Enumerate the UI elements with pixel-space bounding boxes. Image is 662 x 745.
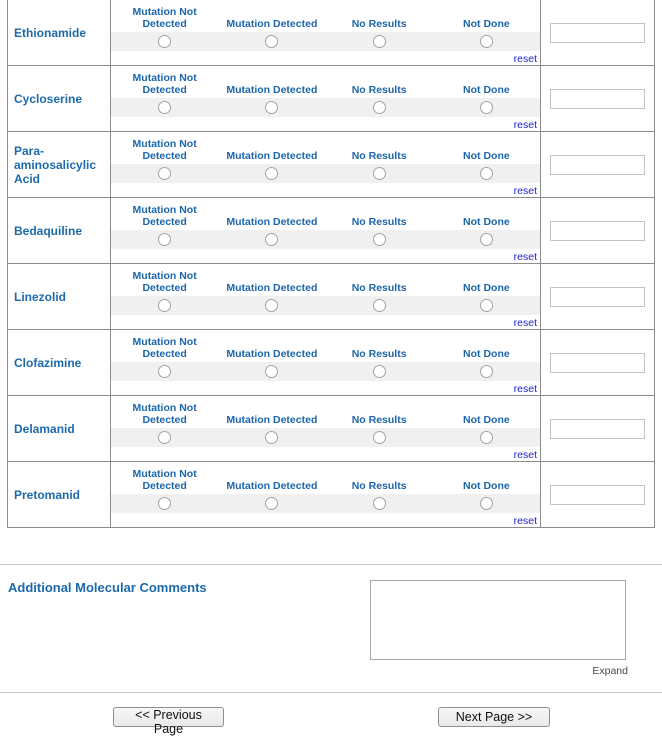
option-header-not-done: Not Done xyxy=(463,480,510,493)
table-row xyxy=(8,396,654,462)
reset-row xyxy=(111,381,540,395)
bedaquiline-radio-mutation-not-detected[interactable] xyxy=(158,233,171,246)
table-row xyxy=(8,462,654,528)
reset-row xyxy=(111,51,540,65)
section-divider-top xyxy=(0,564,662,565)
drug-name-label: Bedaquiline xyxy=(14,223,83,238)
cycloserine-radio-not-done[interactable] xyxy=(480,101,493,114)
option-header-mutation-not-detected: Mutation Not Detected xyxy=(132,336,197,361)
cycloserine-radio-no-results[interactable] xyxy=(373,101,386,114)
drug-name-label: Delamanid xyxy=(14,421,75,436)
options-cell xyxy=(111,132,541,197)
delamanid-radio-not-done[interactable] xyxy=(480,431,493,444)
option-header-mutation-not-detected: Mutation Not Detected xyxy=(132,468,197,493)
option-headers xyxy=(111,137,540,164)
reset-row xyxy=(111,117,540,131)
option-header-no-results: No Results xyxy=(351,150,407,163)
drug-name-cell xyxy=(8,198,111,263)
additional-molecular-comments-label: Additional Molecular Comments xyxy=(8,580,207,595)
bedaquiline-text-input[interactable] xyxy=(550,221,645,241)
pretomanid-radio-mutation-detected[interactable] xyxy=(265,497,278,510)
option-header-mutation-detected: Mutation Detected xyxy=(226,18,318,31)
reset-row xyxy=(111,513,540,527)
option-header-mutation-not-detected: Mutation Not Detected xyxy=(132,72,197,97)
expand-link[interactable]: Expand xyxy=(592,665,628,677)
option-headers xyxy=(111,269,540,296)
option-header-mutation-not-detected: Mutation Not Detected xyxy=(132,402,197,427)
bedaquiline-radio-no-results[interactable] xyxy=(373,233,386,246)
option-header-mutation-detected: Mutation Detected xyxy=(226,414,318,427)
reset-row xyxy=(111,249,540,263)
option-header-not-done: Not Done xyxy=(463,348,510,361)
options-cell xyxy=(111,66,541,131)
table-row xyxy=(8,198,654,264)
option-header-mutation-detected: Mutation Detected xyxy=(226,480,318,493)
drug-name-label: Para-aminosalicylic Acid xyxy=(14,143,97,186)
linezolid-radio-no-results[interactable] xyxy=(373,299,386,312)
option-header-mutation-detected: Mutation Detected xyxy=(226,216,318,229)
option-header-no-results: No Results xyxy=(351,18,407,31)
option-header-not-done: Not Done xyxy=(463,18,510,31)
value-cell xyxy=(541,396,654,461)
para-aminosalicylic-acid-radio-mutation-detected[interactable] xyxy=(265,167,278,180)
reset-link[interactable]: reset xyxy=(513,515,537,527)
value-cell xyxy=(541,66,654,131)
options-cell xyxy=(111,330,541,395)
option-header-no-results: No Results xyxy=(351,480,407,493)
option-headers xyxy=(111,203,540,230)
value-cell xyxy=(541,132,654,197)
drug-name-label: Cycloserine xyxy=(14,91,83,106)
ethionamide-radio-mutation-not-detected[interactable] xyxy=(158,35,171,48)
ethionamide-text-input[interactable] xyxy=(550,23,645,43)
radio-strip xyxy=(111,494,540,513)
table-row xyxy=(8,66,654,132)
radio-strip xyxy=(111,230,540,249)
option-header-no-results: No Results xyxy=(351,84,407,97)
option-headers xyxy=(111,401,540,428)
radio-strip xyxy=(111,164,540,183)
option-header-not-done: Not Done xyxy=(463,216,510,229)
additional-molecular-comments-textarea[interactable] xyxy=(370,580,626,660)
linezolid-text-input[interactable] xyxy=(550,287,645,307)
option-header-mutation-not-detected: Mutation Not Detected xyxy=(132,6,197,31)
option-header-no-results: No Results xyxy=(351,216,407,229)
reset-link[interactable]: reset xyxy=(513,119,537,131)
bedaquiline-radio-mutation-detected[interactable] xyxy=(265,233,278,246)
option-headers xyxy=(111,71,540,98)
radio-strip xyxy=(111,98,540,117)
drug-name-cell xyxy=(8,330,111,395)
linezolid-radio-not-done[interactable] xyxy=(480,299,493,312)
section-divider-bottom xyxy=(0,692,662,693)
cycloserine-text-input[interactable] xyxy=(550,89,645,109)
reset-link[interactable]: reset xyxy=(513,317,537,329)
para-aminosalicylic-acid-radio-no-results[interactable] xyxy=(373,167,386,180)
cycloserine-radio-mutation-not-detected[interactable] xyxy=(158,101,171,114)
drug-name-cell xyxy=(8,462,111,527)
value-cell xyxy=(541,0,654,65)
clofazimine-radio-mutation-detected[interactable] xyxy=(265,365,278,378)
drug-name-label: Pretomanid xyxy=(14,487,81,502)
value-cell xyxy=(541,198,654,263)
option-headers xyxy=(111,335,540,362)
radio-strip xyxy=(111,296,540,315)
drug-name-cell xyxy=(8,66,111,131)
delamanid-radio-mutation-not-detected[interactable] xyxy=(158,431,171,444)
pretomanid-radio-no-results[interactable] xyxy=(373,497,386,510)
option-headers xyxy=(111,467,540,494)
value-cell xyxy=(541,462,654,527)
clofazimine-radio-not-done[interactable] xyxy=(480,365,493,378)
reset-row xyxy=(111,183,540,197)
drug-name-label: Clofazimine xyxy=(14,355,82,370)
clofazimine-radio-no-results[interactable] xyxy=(373,365,386,378)
options-cell xyxy=(111,0,541,65)
table-row xyxy=(8,330,654,396)
para-aminosalicylic-acid-radio-not-done[interactable] xyxy=(480,167,493,180)
previous-page-button[interactable]: << Previous Page xyxy=(113,707,224,727)
option-header-mutation-detected: Mutation Detected xyxy=(226,84,318,97)
para-aminosalicylic-acid-text-input[interactable] xyxy=(550,155,645,175)
linezolid-radio-mutation-not-detected[interactable] xyxy=(158,299,171,312)
delamanid-radio-no-results[interactable] xyxy=(373,431,386,444)
drug-mutation-table xyxy=(7,0,655,528)
table-row xyxy=(8,132,654,198)
reset-link[interactable]: reset xyxy=(513,251,537,263)
option-header-not-done: Not Done xyxy=(463,282,510,295)
clofazimine-text-input[interactable] xyxy=(550,353,645,373)
delamanid-radio-mutation-detected[interactable] xyxy=(265,431,278,444)
value-cell xyxy=(541,330,654,395)
delamanid-text-input[interactable] xyxy=(550,419,645,439)
option-header-mutation-detected: Mutation Detected xyxy=(226,150,318,163)
clofazimine-radio-mutation-not-detected[interactable] xyxy=(158,365,171,378)
ethionamide-radio-no-results[interactable] xyxy=(373,35,386,48)
table-row xyxy=(8,264,654,330)
next-page-button[interactable]: Next Page >> xyxy=(438,707,550,727)
drug-name-label: Ethionamide xyxy=(14,25,87,40)
pretomanid-radio-not-done[interactable] xyxy=(480,497,493,510)
bedaquiline-radio-not-done[interactable] xyxy=(480,233,493,246)
value-cell xyxy=(541,264,654,329)
reset-link[interactable]: reset xyxy=(513,185,537,197)
radio-strip xyxy=(111,32,540,51)
option-header-no-results: No Results xyxy=(351,348,407,361)
ethionamide-radio-not-done[interactable] xyxy=(480,35,493,48)
option-header-mutation-detected: Mutation Detected xyxy=(226,282,318,295)
options-cell xyxy=(111,198,541,263)
pretomanid-text-input[interactable] xyxy=(550,485,645,505)
cycloserine-radio-mutation-detected[interactable] xyxy=(265,101,278,114)
option-header-no-results: No Results xyxy=(351,414,407,427)
option-header-not-done: Not Done xyxy=(463,84,510,97)
option-header-not-done: Not Done xyxy=(463,150,510,163)
option-header-mutation-not-detected: Mutation Not Detected xyxy=(132,204,197,229)
option-header-mutation-not-detected: Mutation Not Detected xyxy=(132,270,197,295)
drug-name-cell xyxy=(8,132,111,197)
radio-strip xyxy=(111,428,540,447)
linezolid-radio-mutation-detected[interactable] xyxy=(265,299,278,312)
option-header-no-results: No Results xyxy=(351,282,407,295)
radio-strip xyxy=(111,362,540,381)
drug-name-label: Linezolid xyxy=(14,289,66,304)
reset-link[interactable]: reset xyxy=(513,449,537,461)
drug-name-cell xyxy=(8,0,111,65)
table-row xyxy=(8,0,654,66)
reset-row xyxy=(111,315,540,329)
para-aminosalicylic-acid-radio-mutation-not-detected[interactable] xyxy=(158,167,171,180)
reset-link[interactable]: reset xyxy=(513,53,537,65)
options-cell xyxy=(111,396,541,461)
drug-name-cell xyxy=(8,264,111,329)
drug-name-cell xyxy=(8,396,111,461)
reset-link[interactable]: reset xyxy=(513,383,537,395)
option-header-not-done: Not Done xyxy=(463,414,510,427)
ethionamide-radio-mutation-detected[interactable] xyxy=(265,35,278,48)
option-headers xyxy=(111,5,540,32)
options-cell xyxy=(111,264,541,329)
option-header-mutation-not-detected: Mutation Not Detected xyxy=(132,138,197,163)
option-header-mutation-detected: Mutation Detected xyxy=(226,348,318,361)
reset-row xyxy=(111,447,540,461)
pretomanid-radio-mutation-not-detected[interactable] xyxy=(158,497,171,510)
options-cell xyxy=(111,462,541,527)
